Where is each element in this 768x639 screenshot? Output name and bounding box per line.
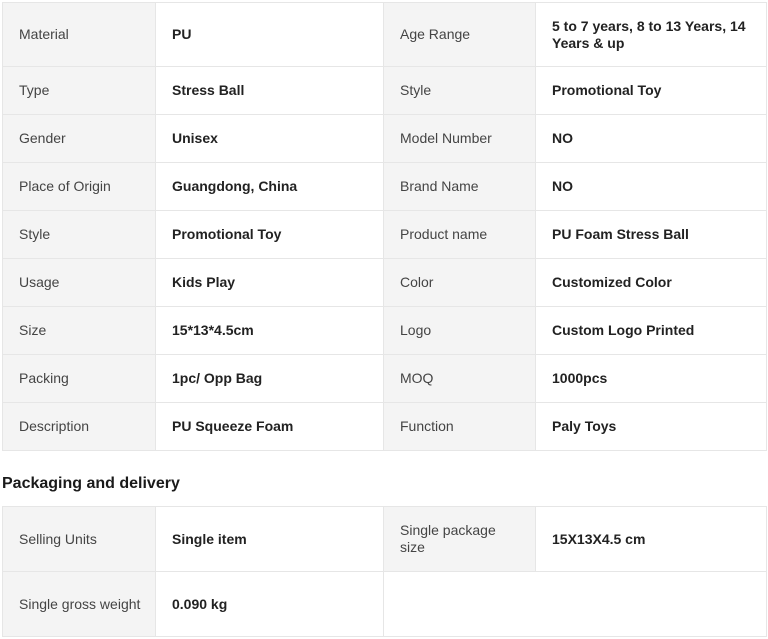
attribute-label: Description	[3, 403, 156, 451]
attribute-value: Guangdong, China	[156, 163, 384, 211]
table-row	[3, 572, 767, 637]
attribute-value: 5 to 7 years, 8 to 13 Years, 14 Years & up	[536, 3, 767, 67]
attribute-value: Custom Logo Printed	[536, 307, 767, 355]
empty-cell	[384, 572, 767, 637]
attribute-value: Promotional Toy	[156, 211, 384, 259]
specifications-table	[2, 2, 767, 451]
attribute-label: MOQ	[384, 355, 536, 403]
attribute-label: Style	[3, 211, 156, 259]
table-row	[3, 259, 767, 307]
attribute-value: 1000pcs	[536, 355, 767, 403]
attribute-value: 15*13*4.5cm	[156, 307, 384, 355]
attribute-value: NO	[536, 115, 767, 163]
attribute-label: Style	[384, 67, 536, 115]
attribute-label: Logo	[384, 307, 536, 355]
attribute-value: PU Squeeze Foam	[156, 403, 384, 451]
attribute-value: 1pc/ Opp Bag	[156, 355, 384, 403]
attribute-value: Promotional Toy	[536, 67, 767, 115]
table-row	[3, 403, 767, 451]
attribute-value: Paly Toys	[536, 403, 767, 451]
attribute-value: Customized Color	[536, 259, 767, 307]
table-row	[3, 307, 767, 355]
attribute-label: Single gross weight	[3, 572, 156, 637]
attribute-label: Single package size	[384, 507, 536, 572]
attribute-label: Brand Name	[384, 163, 536, 211]
attribute-label: Function	[384, 403, 536, 451]
attribute-value: PU	[156, 3, 384, 67]
packaging-table	[2, 506, 767, 637]
attribute-label: Product name	[384, 211, 536, 259]
attribute-label: Size	[3, 307, 156, 355]
attribute-label: Place of Origin	[3, 163, 156, 211]
attribute-label: Selling Units	[3, 507, 156, 572]
section-title: Packaging and delivery	[2, 475, 180, 492]
attribute-value: Unisex	[156, 115, 384, 163]
attribute-label: Gender	[3, 115, 156, 163]
attribute-value: NO	[536, 163, 767, 211]
attribute-value: Kids Play	[156, 259, 384, 307]
attribute-label: Type	[3, 67, 156, 115]
attribute-label: Color	[384, 259, 536, 307]
attribute-value: PU Foam Stress Ball	[536, 211, 767, 259]
attribute-value: Stress Ball	[156, 67, 384, 115]
table-row	[3, 211, 767, 259]
table-row	[3, 355, 767, 403]
table-row	[3, 507, 767, 572]
table-row	[3, 67, 767, 115]
attribute-label: Material	[3, 3, 156, 67]
attribute-value: Single item	[156, 507, 384, 572]
attribute-label: Model Number	[384, 115, 536, 163]
attribute-value: 0.090 kg	[156, 572, 384, 637]
attribute-label: Age Range	[384, 3, 536, 67]
attribute-label: Packing	[3, 355, 156, 403]
attribute-value: 15X13X4.5 cm	[536, 507, 767, 572]
table-row	[3, 3, 767, 67]
table-row	[3, 163, 767, 211]
table-row	[3, 115, 767, 163]
attribute-label: Usage	[3, 259, 156, 307]
